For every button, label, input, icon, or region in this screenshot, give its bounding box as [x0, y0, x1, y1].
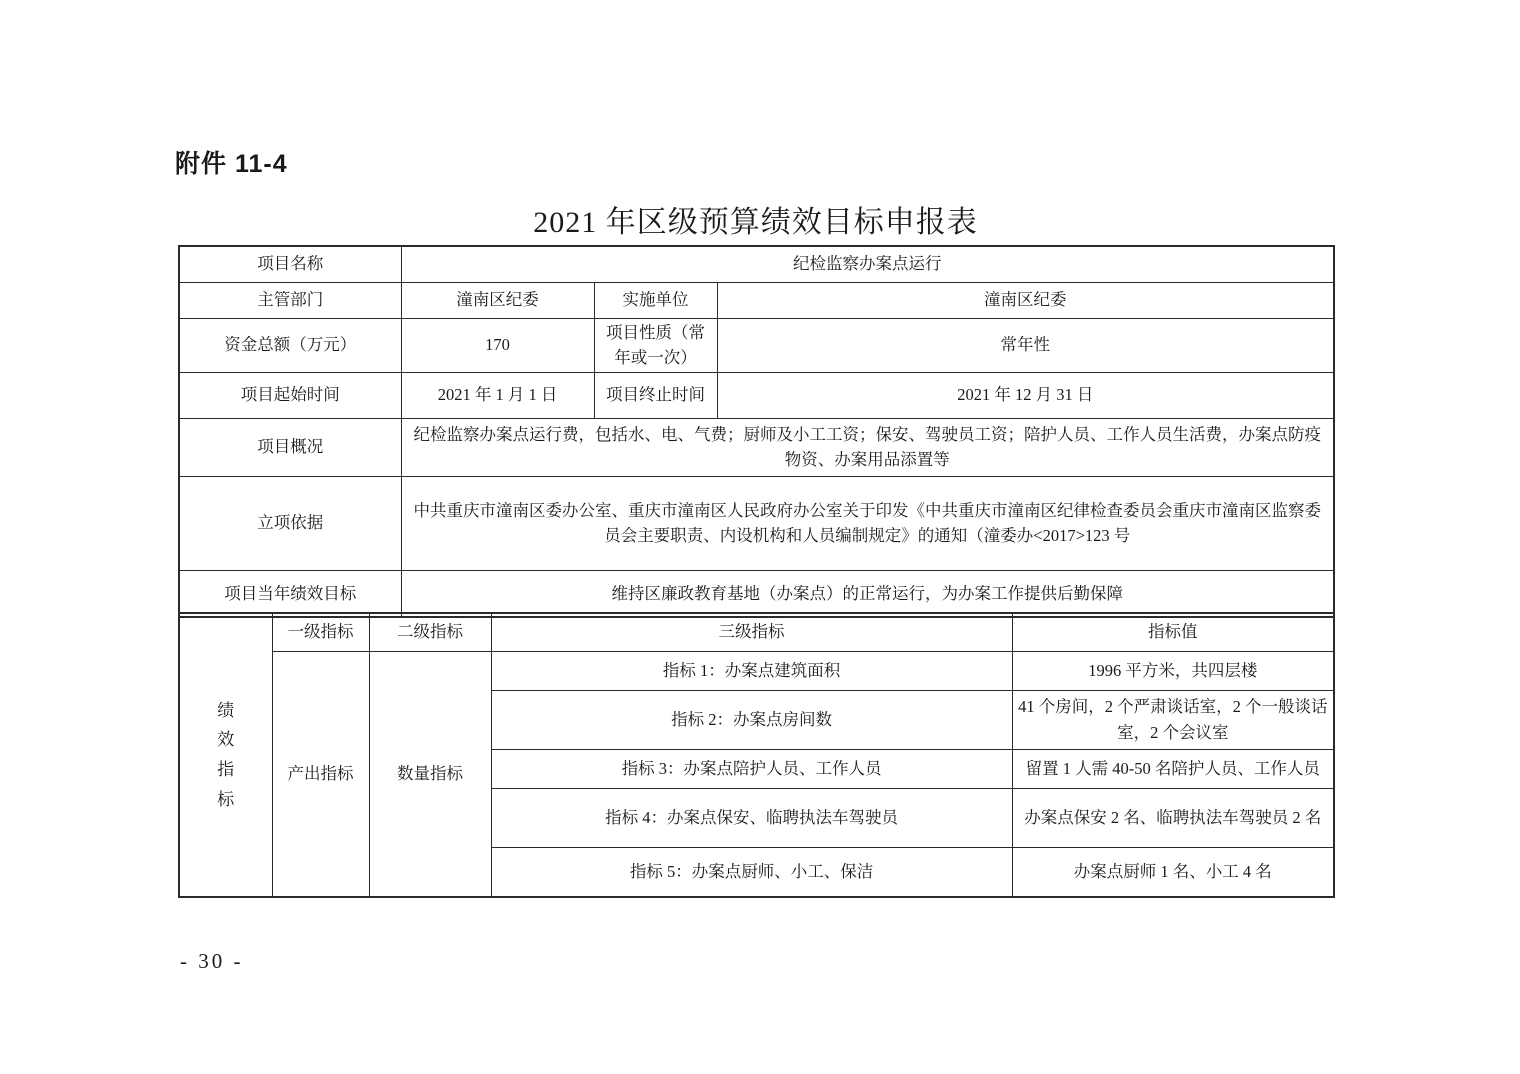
implementing-unit-label: 实施单位 — [594, 282, 717, 318]
project-info-table — [178, 245, 1335, 618]
annual-goal-label: 项目当年绩效目标 — [179, 570, 401, 617]
implementing-unit-value: 潼南区纪委 — [717, 282, 1334, 318]
project-name-value: 纪检监察办案点运行 — [401, 246, 1334, 282]
performance-indicators-label: 绩效指标 — [217, 700, 235, 809]
end-date-label: 项目终止时间 — [594, 372, 717, 418]
level2-indicator-value: 数量指标 — [369, 651, 491, 897]
start-date-value: 2021 年 1 月 1 日 — [401, 372, 594, 418]
indicator-2-name: 指标 2：办案点房间数 — [491, 690, 1012, 749]
table-row — [179, 246, 1334, 282]
indicator-1-name: 指标 1：办案点建筑面积 — [491, 651, 1012, 690]
table-row — [179, 476, 1334, 570]
department-value: 潼南区纪委 — [401, 282, 594, 318]
indicator-2-value: 41 个房间，2 个严肃谈话室，2 个一般谈话室，2 个会议室 — [1012, 690, 1334, 749]
page-number: - 30 - — [180, 949, 244, 973]
end-date-value: 2021 年 12 月 31 日 — [717, 372, 1334, 418]
level1-indicator-header: 一级指标 — [272, 613, 369, 651]
table-row — [179, 613, 1334, 651]
department-label: 主管部门 — [179, 282, 401, 318]
project-basis-value: 中共重庆市潼南区委办公室、重庆市潼南区人民政府办公室关于印发《中共重庆市潼南区纪律检查委员会重庆市潼南区监察委员会主要职责、内设机构和人员编制规定》的通知（潼委办<2017>123 号 — [401, 476, 1334, 570]
indicator-value-header: 指标值 — [1012, 613, 1334, 651]
table-row — [179, 570, 1334, 617]
project-overview-label: 项目概况 — [179, 418, 401, 476]
table-row — [179, 651, 1334, 690]
performance-indicators-table — [178, 612, 1335, 898]
indicator-3-name: 指标 3：办案点陪护人员、工作人员 — [491, 749, 1012, 788]
performance-indicators-section-cell — [179, 613, 272, 897]
level2-indicator-header: 二级指标 — [369, 613, 491, 651]
annual-goal-value: 维持区廉政教育基地（办案点）的正常运行，为办案工作提供后勤保障 — [401, 570, 1334, 617]
table-row — [179, 418, 1334, 476]
level1-indicator-value: 产出指标 — [272, 651, 369, 897]
indicator-3-value: 留置 1 人需 40-50 名陪护人员、工作人员 — [1012, 749, 1334, 788]
project-nature-label: 项目性质（常年或一次） — [594, 318, 717, 372]
project-nature-value: 常年性 — [717, 318, 1334, 372]
project-basis-label: 立项依据 — [179, 476, 401, 570]
indicator-4-name: 指标 4：办案点保安、临聘执法车驾驶员 — [491, 788, 1012, 847]
level3-indicator-header: 三级指标 — [491, 613, 1012, 651]
table-row — [179, 318, 1334, 372]
table-row — [179, 282, 1334, 318]
page-title: 2021 年区级预算绩效目标申报表 — [533, 206, 978, 239]
project-name-label: 项目名称 — [179, 246, 401, 282]
start-date-label: 项目起始时间 — [179, 372, 401, 418]
indicator-1-value: 1996 平方米，共四层楼 — [1012, 651, 1334, 690]
total-funds-value: 170 — [401, 318, 594, 372]
table-row — [179, 372, 1334, 418]
indicator-5-name: 指标 5：办案点厨师、小工、保洁 — [491, 847, 1012, 897]
total-funds-label: 资金总额（万元） — [179, 318, 401, 372]
indicator-4-value: 办案点保安 2 名、临聘执法车驾驶员 2 名 — [1012, 788, 1334, 847]
project-overview-value: 纪检监察办案点运行费，包括水、电、气费；厨师及小工工资；保安、驾驶员工资；陪护人员、工作人员生活费，办案点防疫物资、办案用品添置等 — [401, 418, 1334, 476]
indicator-5-value: 办案点厨师 1 名、小工 4 名 — [1012, 847, 1334, 897]
attachment-label: 附件 11-4 — [175, 150, 288, 178]
